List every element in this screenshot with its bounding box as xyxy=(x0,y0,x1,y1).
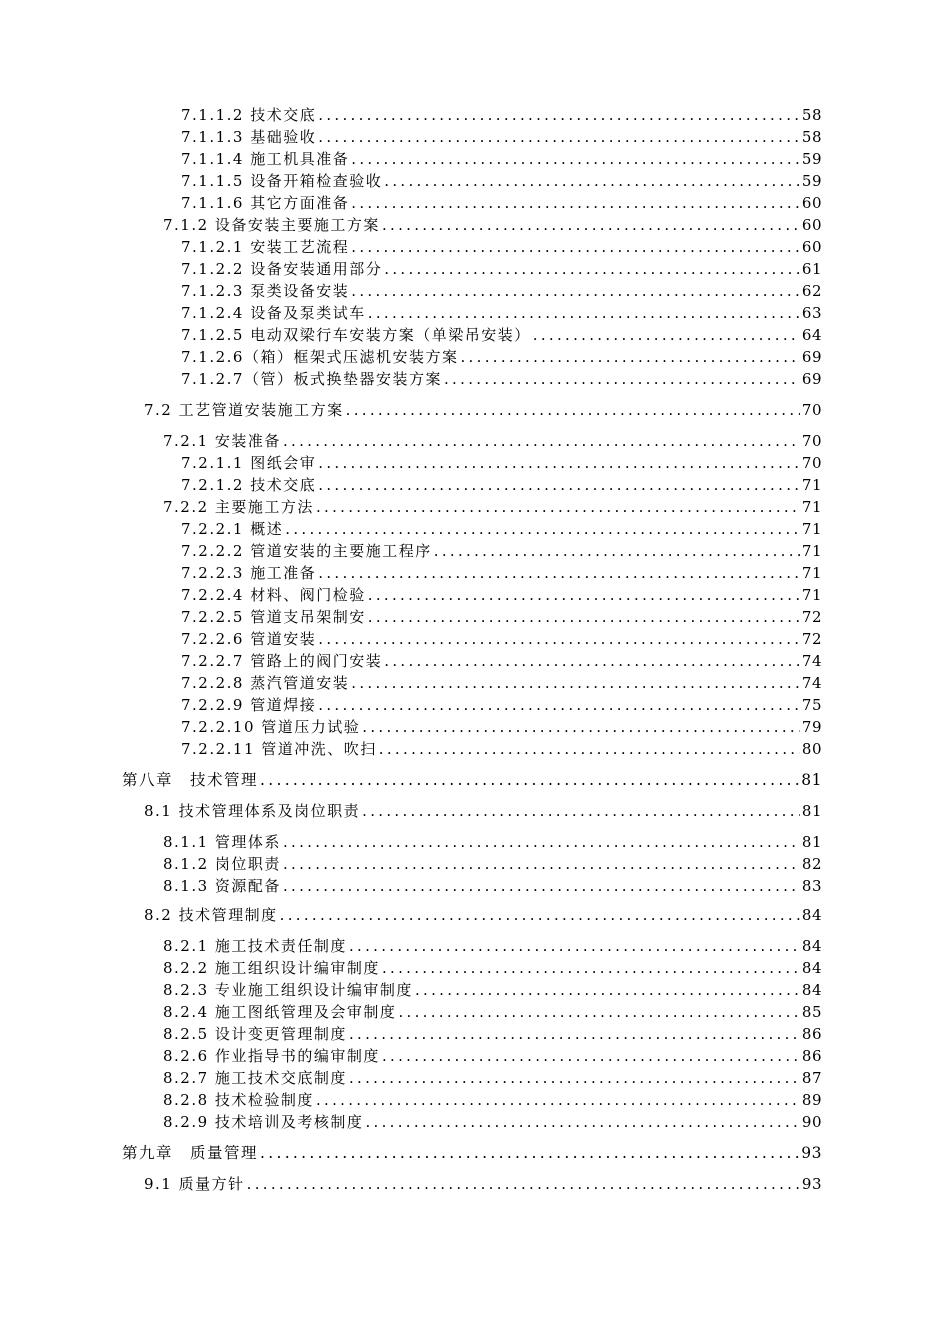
toc-entry-page-number: 64 xyxy=(801,326,822,344)
toc-entry-page-number: 58 xyxy=(801,106,822,124)
toc-entry-title: 7.1.2.4 设备及泵类试车 xyxy=(181,304,366,322)
dot-leader xyxy=(318,104,800,126)
toc-entry-page-number: 85 xyxy=(801,1003,822,1021)
toc-entry-page-number: 71 xyxy=(801,564,822,582)
toc-entry[interactable] xyxy=(0,628,822,650)
toc-entry-page-number: 80 xyxy=(801,740,822,758)
toc-entry[interactable] xyxy=(0,562,822,584)
dot-leader xyxy=(318,452,800,474)
toc-entry-title: 7.2.1.2 技术交底 xyxy=(181,476,317,494)
toc-entry-page-number: 71 xyxy=(801,498,822,516)
toc-entry-title: 7.2 工艺管道安装施工方案 xyxy=(144,401,344,419)
dot-leader xyxy=(280,904,800,926)
toc-entry[interactable] xyxy=(0,694,822,716)
toc-entry[interactable] xyxy=(0,302,822,324)
dot-leader xyxy=(349,1067,800,1089)
toc-entry-page-number: 62 xyxy=(801,282,822,300)
toc-entry-page-number: 84 xyxy=(801,981,822,999)
toc-entry-page-number: 60 xyxy=(801,238,822,256)
toc-entry-page-number: 60 xyxy=(801,194,822,212)
dot-leader xyxy=(351,280,800,302)
dot-leader xyxy=(260,769,799,791)
toc-entry[interactable] xyxy=(0,1111,822,1133)
dot-leader xyxy=(351,672,800,694)
dot-leader xyxy=(316,496,800,518)
dot-leader xyxy=(316,1089,800,1111)
dot-leader xyxy=(444,368,800,390)
dot-leader xyxy=(318,562,800,584)
toc-entry[interactable] xyxy=(0,1001,822,1023)
dot-leader xyxy=(382,214,800,236)
toc-entry-title: 7.1.2 设备安装主要施工方案 xyxy=(163,216,380,234)
dot-leader xyxy=(368,606,800,628)
toc-entry[interactable] xyxy=(0,875,822,897)
toc-entry-page-number: 59 xyxy=(801,172,822,190)
dot-leader xyxy=(349,935,800,957)
toc-entry-page-number: 74 xyxy=(801,652,822,670)
dot-leader xyxy=(460,346,799,368)
toc-entry-page-number: 69 xyxy=(801,370,822,388)
toc-entry-title: 7.1.2.6（箱）框架式压滤机安装方案 xyxy=(181,348,459,366)
toc-entry-title: 7.1.1.6 其它方面准备 xyxy=(181,194,350,212)
toc-entry[interactable] xyxy=(0,1067,822,1089)
toc-entry-page-number: 86 xyxy=(801,1047,822,1065)
toc-entry[interactable] xyxy=(0,904,822,926)
dot-leader xyxy=(346,399,800,421)
toc-entry-page-number: 63 xyxy=(801,304,822,322)
toc-entry[interactable] xyxy=(0,1173,822,1195)
toc-entry[interactable] xyxy=(0,399,822,421)
toc-entry-page-number: 60 xyxy=(801,216,822,234)
toc-entry-title: 7.1.2.2 设备安装通用部分 xyxy=(181,260,383,278)
toc-entry[interactable] xyxy=(0,831,822,853)
dot-leader xyxy=(351,192,800,214)
toc-entry[interactable] xyxy=(0,1089,822,1111)
dot-leader xyxy=(379,738,800,760)
toc-entry[interactable] xyxy=(0,800,822,822)
toc-entry[interactable] xyxy=(0,452,822,474)
toc-entry-title: 8.2.6 作业指导书的编审制度 xyxy=(163,1047,380,1065)
toc-entry-title: 7.1.2.3 泵类设备安装 xyxy=(181,282,350,300)
toc-entry-title: 8.2 技术管理制度 xyxy=(144,906,278,924)
dot-leader xyxy=(434,540,800,562)
toc-entry-title: 8.2.5 设计变更管理制度 xyxy=(163,1025,347,1043)
toc-entry-page-number: 70 xyxy=(801,454,822,472)
toc-entry[interactable] xyxy=(0,672,822,694)
toc-entry-title: 7.1.2.7（管）板式换垫器安装方案 xyxy=(181,370,442,388)
toc-entry-title: 7.1.1.5 设备开箱检查验收 xyxy=(181,172,383,190)
toc-entry[interactable] xyxy=(0,1045,822,1067)
toc-entry-title: 7.1.1.3 基础验收 xyxy=(181,128,317,146)
toc-entry[interactable] xyxy=(0,853,822,875)
toc-entry-title: 8.2.7 施工技术交底制度 xyxy=(163,1069,347,1087)
toc-entry[interactable] xyxy=(0,192,822,214)
dot-leader xyxy=(415,979,800,1001)
toc-entry-title: 7.2.2.8 蒸汽管道安装 xyxy=(181,674,350,692)
toc-entry-title: 7.2.2.6 管道安装 xyxy=(181,630,317,648)
toc-entry[interactable] xyxy=(0,280,822,302)
toc-entry[interactable] xyxy=(0,496,822,518)
toc-entry-title: 7.2.2.3 施工准备 xyxy=(181,564,317,582)
toc-entry-title: 9.1 质量方针 xyxy=(144,1175,245,1193)
toc-entry[interactable] xyxy=(0,126,822,148)
toc-entry-page-number: 58 xyxy=(801,128,822,146)
toc-entry-page-number: 71 xyxy=(801,542,822,560)
toc-entry-title: 第九章 质量管理 xyxy=(122,1144,259,1162)
toc-entry-page-number: 83 xyxy=(801,877,822,895)
toc-entry[interactable] xyxy=(0,1142,822,1164)
dot-leader xyxy=(398,1001,799,1023)
toc-entry-title: 7.2.2.1 概述 xyxy=(181,520,284,538)
toc-entry-page-number: 89 xyxy=(801,1091,822,1109)
dot-leader xyxy=(362,800,800,822)
toc-entry-page-number: 87 xyxy=(801,1069,822,1087)
dot-leader xyxy=(318,474,800,496)
dot-leader xyxy=(247,1173,800,1195)
toc-entry-page-number: 93 xyxy=(801,1144,822,1162)
toc-entry[interactable] xyxy=(0,650,822,672)
toc-entry[interactable] xyxy=(0,148,822,170)
toc-entry[interactable] xyxy=(0,104,822,126)
toc-entry-page-number: 81 xyxy=(801,833,822,851)
toc-entry-title: 7.2.2.2 管道安装的主要施工程序 xyxy=(181,542,432,560)
toc-entry-title: 7.1.2.1 安装工艺流程 xyxy=(181,238,350,256)
dot-leader xyxy=(384,258,800,280)
toc-entry-page-number: 84 xyxy=(801,937,822,955)
toc-entry[interactable] xyxy=(0,584,822,606)
toc-entry-page-number: 86 xyxy=(801,1025,822,1043)
toc-entry-title: 7.2.1.1 图纸会审 xyxy=(181,454,317,472)
toc-entry-title: 7.1.2.5 电动双梁行车安装方案（单梁吊安装） xyxy=(181,326,531,344)
toc-entry-page-number: 82 xyxy=(801,855,822,873)
dot-leader xyxy=(283,831,800,853)
toc-entry[interactable] xyxy=(0,346,822,368)
dot-leader xyxy=(351,148,800,170)
dot-leader xyxy=(260,1142,799,1164)
toc-entry[interactable] xyxy=(0,769,822,791)
dot-leader xyxy=(384,650,800,672)
toc-entry-title: 8.2.1 施工技术责任制度 xyxy=(163,937,347,955)
toc-entry-page-number: 93 xyxy=(801,1175,822,1193)
toc-entry-title: 8.2.3 专业施工组织设计编审制度 xyxy=(163,981,413,999)
dot-leader xyxy=(382,1045,800,1067)
toc-entry[interactable] xyxy=(0,324,822,346)
dot-leader xyxy=(283,430,800,452)
toc-entry-page-number: 59 xyxy=(801,150,822,168)
toc-entry[interactable] xyxy=(0,368,822,390)
toc-entry-page-number: 70 xyxy=(801,432,822,450)
toc-entry[interactable] xyxy=(0,518,822,540)
toc-entry-title: 7.2.2.11 管道冲洗、吹扫 xyxy=(181,740,377,758)
toc-entry-title: 第八章 技术管理 xyxy=(122,771,259,789)
toc-entry-title: 8.1.1 管理体系 xyxy=(163,833,281,851)
toc-entry[interactable] xyxy=(0,979,822,1001)
toc-entry[interactable] xyxy=(0,214,822,236)
toc-entry[interactable] xyxy=(0,474,822,496)
dot-leader xyxy=(384,170,800,192)
toc-entry-title: 8.2.9 技术培训及考核制度 xyxy=(163,1113,364,1131)
toc-entry[interactable] xyxy=(0,935,822,957)
toc-entry-title: 7.2.2.9 管道焊接 xyxy=(181,696,317,714)
toc-entry-page-number: 71 xyxy=(801,520,822,538)
toc-entry-title: 7.1.1.4 施工机具准备 xyxy=(181,150,350,168)
toc-entry-page-number: 75 xyxy=(801,696,822,714)
toc-entry-title: 8.2.4 施工图纸管理及会审制度 xyxy=(163,1003,397,1021)
toc-entry[interactable] xyxy=(0,716,822,738)
toc-entry-page-number: 71 xyxy=(801,586,822,604)
toc-entry[interactable] xyxy=(0,1023,822,1045)
toc-entry-title: 7.2.2 主要施工方法 xyxy=(163,498,314,516)
toc-entry-page-number: 72 xyxy=(801,608,822,626)
dot-leader xyxy=(285,518,800,540)
toc-entry-page-number: 90 xyxy=(801,1113,822,1131)
dot-leader xyxy=(368,302,800,324)
toc-entry-title: 8.2.2 施工组织设计编审制度 xyxy=(163,959,380,977)
toc-entry-page-number: 81 xyxy=(801,802,822,820)
toc-entry-title: 7.2.2.4 材料、阀门检验 xyxy=(181,586,366,604)
toc-entry-title: 8.1.3 资源配备 xyxy=(163,877,281,895)
toc-entry-title: 8.1.2 岗位职责 xyxy=(163,855,281,873)
toc-entry-page-number: 79 xyxy=(801,718,822,736)
toc-entry-title: 7.1.1.2 技术交底 xyxy=(181,106,317,124)
toc-entry-page-number: 81 xyxy=(801,771,822,789)
toc-entry[interactable] xyxy=(0,540,822,562)
dot-leader xyxy=(283,853,800,875)
toc-entry-page-number: 70 xyxy=(801,401,822,419)
toc-entry-title: 8.2.8 技术检验制度 xyxy=(163,1091,314,1109)
toc-entry-title: 7.2.2.7 管路上的阀门安装 xyxy=(181,652,383,670)
toc-entry[interactable] xyxy=(0,170,822,192)
toc-entry-page-number: 72 xyxy=(801,630,822,648)
toc-entry[interactable] xyxy=(0,738,822,760)
toc-entry-title: 7.2.1 安装准备 xyxy=(163,432,281,450)
toc-entry-page-number: 84 xyxy=(801,906,822,924)
toc-entry-page-number: 84 xyxy=(801,959,822,977)
toc-entry-page-number: 69 xyxy=(801,348,822,366)
toc-entry[interactable] xyxy=(0,957,822,979)
dot-leader xyxy=(318,694,800,716)
dot-leader xyxy=(351,236,800,258)
toc-entry[interactable] xyxy=(0,606,822,628)
dot-leader xyxy=(365,1111,799,1133)
dot-leader xyxy=(318,628,800,650)
dot-leader xyxy=(382,957,800,979)
dot-leader xyxy=(362,716,800,738)
toc-entry[interactable] xyxy=(0,236,822,258)
toc-entry-page-number: 71 xyxy=(801,476,822,494)
dot-leader xyxy=(283,875,800,897)
toc-entry[interactable] xyxy=(0,430,822,452)
dot-leader xyxy=(533,324,800,346)
toc-entry[interactable] xyxy=(0,258,822,280)
dot-leader xyxy=(318,126,800,148)
toc-entry-title: 7.2.2.5 管道支吊架制安 xyxy=(181,608,366,626)
toc-entry-page-number: 74 xyxy=(801,674,822,692)
toc-entry-title: 8.1 技术管理体系及岗位职责 xyxy=(144,802,361,820)
toc-entry-page-number: 61 xyxy=(801,260,822,278)
toc-entry-title: 7.2.2.10 管道压力试验 xyxy=(181,718,361,736)
dot-leader xyxy=(368,584,800,606)
dot-leader xyxy=(349,1023,800,1045)
